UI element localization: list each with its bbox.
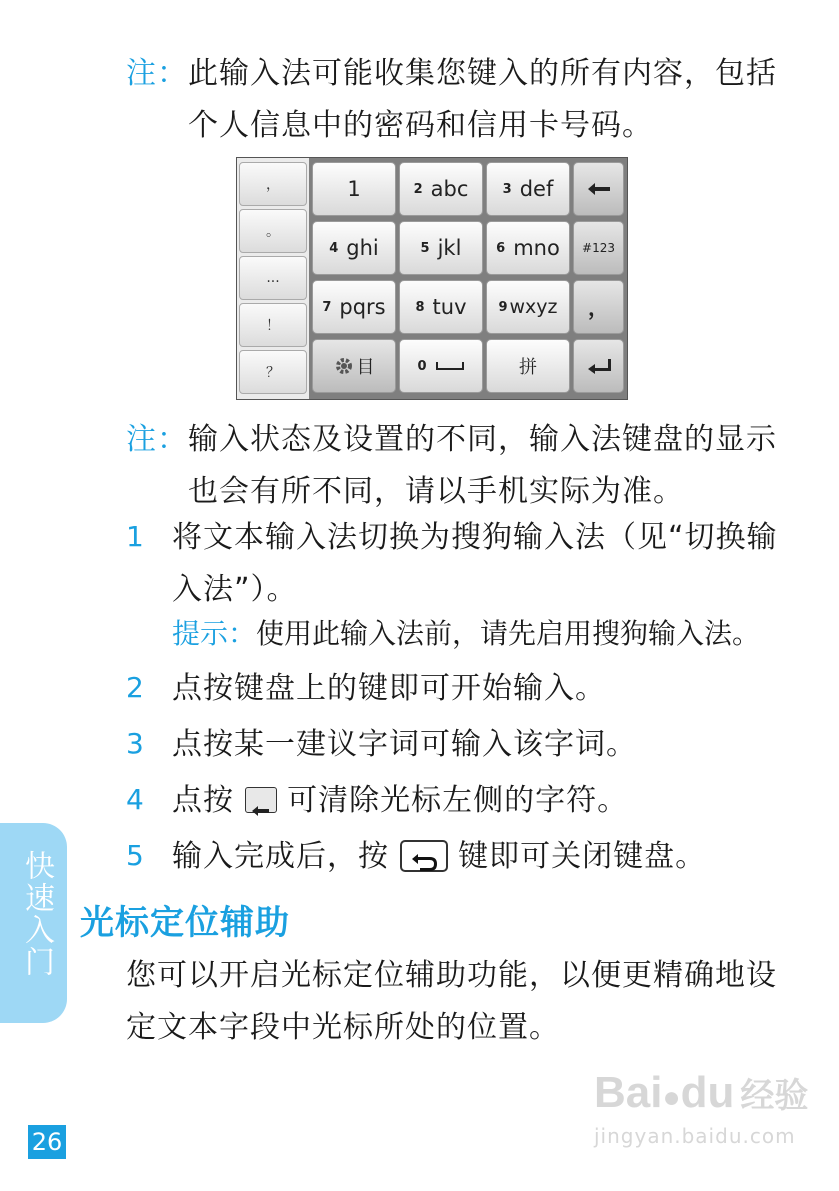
step-number: 2 [126,671,144,704]
note-text-line1: 此输入法可能收集您键入的所有内容，包括 [188,56,777,91]
note-label: 注： [126,422,188,457]
key-label: abc [430,177,469,201]
key-pinyin [486,339,570,393]
backspace-arrow-icon [586,182,612,196]
step-number: 4 [126,783,144,816]
step-number: 1 [126,520,144,553]
key-number: 5 [420,240,430,256]
key-number: 7 [322,299,332,315]
note-label: 注： [126,56,188,91]
key-number: 0 [417,358,427,374]
backspace-arrow-icon [246,799,276,823]
key-symbols [573,221,624,275]
key-enter [573,339,624,393]
watermark-brand2: du [680,1068,735,1117]
side-key-period: 。 [239,209,307,253]
space-icon [435,360,465,372]
section-text-line1: 您可以开启光标定位辅助功能，以便更精确地设 [126,958,777,993]
note-2 [126,414,777,518]
watermark-url: jingyan.baidu.com [594,1124,796,1148]
note-text-line2: 个人信息中的密码和信用卡号码。 [188,108,653,143]
note-1 [126,48,777,152]
page-number: 26 [28,1125,66,1159]
step-text-post: 可清除光标左侧的字符。 [287,783,629,818]
watermark-label: 经验 [740,1077,809,1115]
chapter-tab-label: 快速入门 [19,850,54,978]
key-2 [399,162,483,216]
enter-icon [586,357,612,375]
tip-label: 提示： [172,617,257,650]
side-key-exclaim: ！ [239,303,307,347]
key-number: 6 [496,240,506,256]
key-label: 拼 [519,357,537,378]
paw-icon: ● [662,1081,681,1114]
key-number: 8 [415,299,425,315]
back-arrow-icon [402,849,446,877]
key-label: 目 [356,357,375,378]
key-3 [486,162,570,216]
side-key-ellipsis: ... [239,256,307,300]
step-text-pre: 点按 [172,783,234,818]
step-text-line2: 入法”）。 [172,572,298,607]
watermark-brand: Bai [594,1068,663,1117]
tip [172,609,760,659]
key-label: mno [513,236,560,260]
step-1 [126,512,778,616]
backspace-key-icon [245,787,277,813]
side-key-comma: ， [239,162,307,206]
key-label: 1 [347,177,361,201]
key-space [399,339,483,393]
key-6 [486,221,570,275]
step-number: 5 [126,839,144,872]
section-text-line2: 定文本字段中光标所处的位置。 [126,1010,560,1045]
step-2 [126,663,606,715]
key-label: #123 [582,241,615,255]
step-5 [126,831,706,883]
key-label: wxyz [509,296,558,318]
step-number: 3 [126,727,144,760]
note-text-line1: 输入状态及设置的不同，输入法键盘的显示 [188,422,777,457]
step-3 [126,719,637,771]
back-key-icon [400,840,448,872]
step-text-post: 键即可关闭键盘。 [458,839,707,874]
key-5 [399,221,483,275]
step-text-pre: 输入完成后，按 [172,839,389,874]
step-4 [126,775,628,827]
key-number: 3 [502,181,512,197]
baidu-watermark [594,1068,808,1149]
key-label: ， [588,296,609,320]
key-comma [573,280,624,334]
key-backspace [573,162,624,216]
keyboard-illustration [236,157,628,400]
key-label: pqrs [339,295,386,319]
key-settings [312,339,396,393]
key-label: ghi [346,236,379,260]
step-text: 点按某一建议字词可输入该字词。 [172,727,637,762]
key-label: jkl [437,236,462,260]
gear-icon [334,356,354,376]
step-text: 点按键盘上的键即可开始输入。 [172,671,606,706]
key-4 [312,221,396,275]
key-7 [312,280,396,334]
note-text-line2: 也会有所不同，请以手机实际为准。 [188,474,684,509]
section-body [126,950,777,1054]
key-number: 4 [329,240,339,256]
tip-text: 使用此输入法前，请先启用搜狗输入法。 [256,617,761,650]
keyboard-side-panel [237,158,309,399]
key-label: tuv [432,295,467,319]
side-key-question: ？ [239,350,307,394]
key-8 [399,280,483,334]
section-heading: 光标定位辅助 [80,903,290,943]
key-1 [312,162,396,216]
key-9 [486,280,570,334]
key-number: 9 [498,299,508,315]
step-text-line1: 将文本输入法切换为搜狗输入法（见“切换输 [172,520,778,555]
key-number: 2 [413,181,423,197]
key-label: def [519,177,554,201]
